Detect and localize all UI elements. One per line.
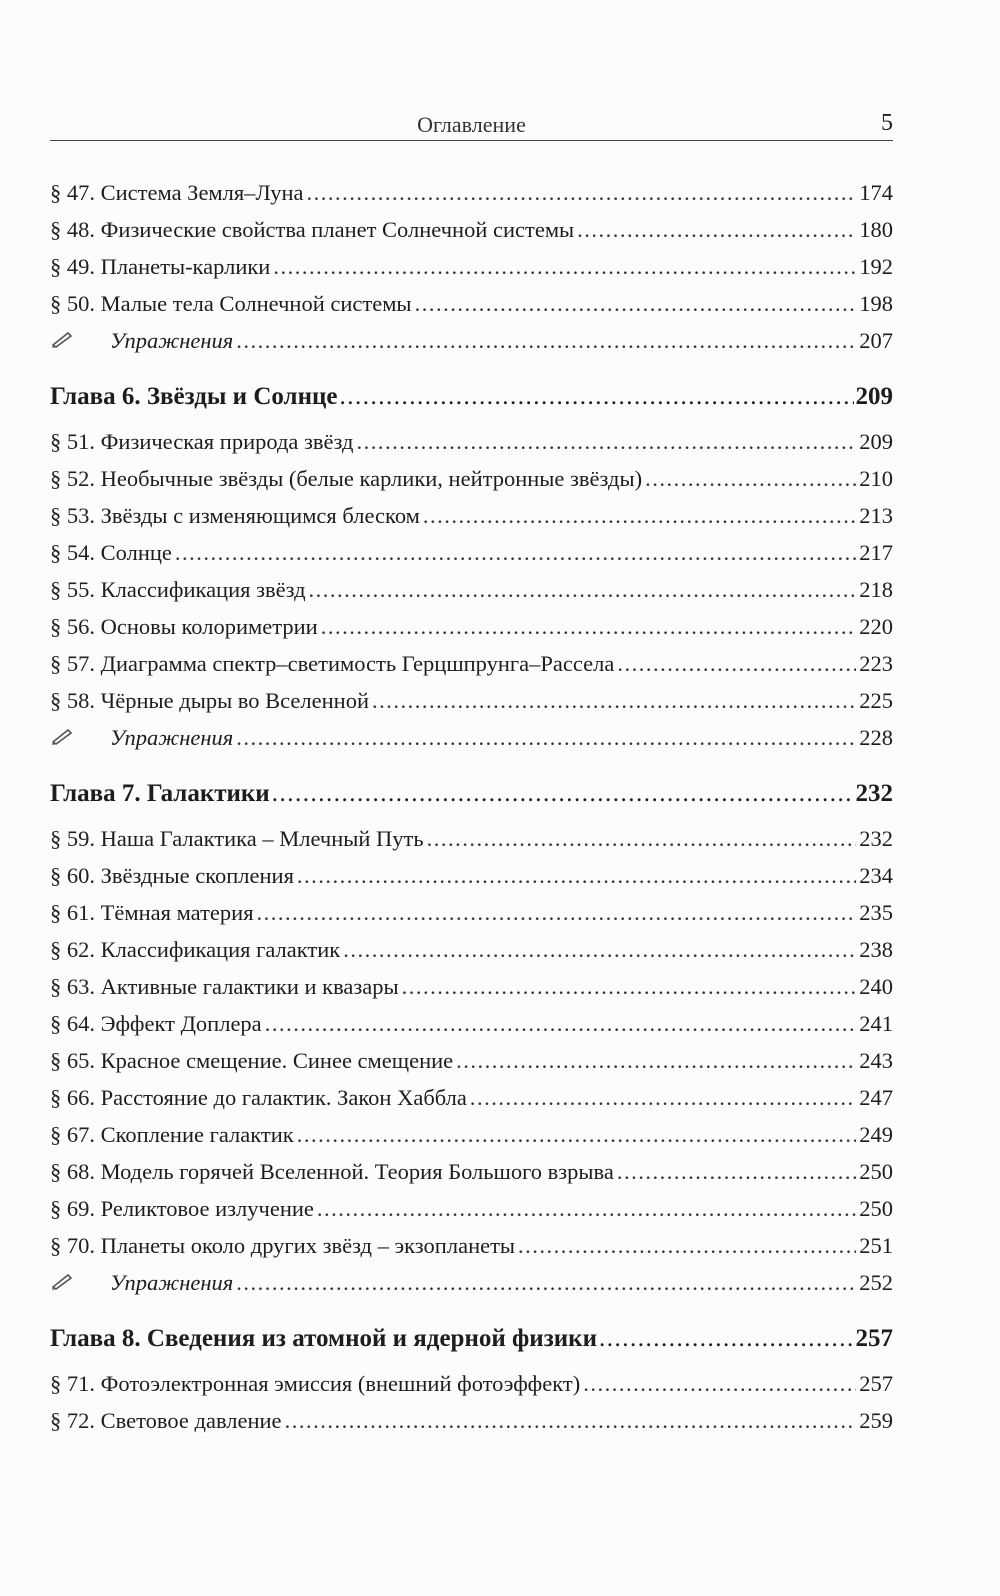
toc-entry — [50, 174, 893, 211]
section-number: § 58. — [50, 688, 95, 713]
section-number: § 55. — [50, 577, 95, 602]
section-title: Чёрные дыры во Вселенной — [100, 688, 369, 713]
chapter-title: Глава 8. Сведения из атомной и ядерной физики — [50, 1325, 597, 1352]
toc-entry — [50, 1190, 893, 1227]
section-title: Диаграмма спектр–светимость Герцшпрунга–Рассела — [100, 651, 615, 676]
toc-entry — [50, 423, 893, 460]
section-number: § 63. — [50, 974, 95, 999]
page-number: 251 — [859, 1233, 893, 1258]
section-title: Классификация звёзд — [100, 577, 306, 602]
section-title: Модель горячей Вселенной. Теория Большого взрыва — [100, 1159, 614, 1184]
chapter-page-number: 232 — [855, 780, 893, 807]
section-number: § 70. — [50, 1233, 95, 1258]
section-number: § 48. — [50, 217, 95, 242]
dot-leader — [236, 322, 856, 359]
section-number: § 57. — [50, 651, 95, 676]
chapter-heading — [50, 377, 893, 417]
dot-leader — [583, 1365, 856, 1402]
page-number: 232 — [859, 826, 893, 851]
exercises-entry — [50, 1264, 893, 1301]
toc-entry — [50, 1227, 893, 1264]
section-number: § 51. — [50, 429, 95, 454]
section-number: § 65. — [50, 1048, 95, 1073]
section-title: Фотоэлектронная эмиссия (внешний фотоэффект) — [100, 1371, 581, 1396]
section-number: § 72. — [50, 1408, 95, 1433]
exercises-entry — [50, 719, 893, 756]
toc-entry — [50, 1153, 893, 1190]
section-number: § 71. — [50, 1371, 95, 1396]
section-title: Планеты около других звёзд – экзопланеты — [100, 1233, 516, 1258]
dot-leader — [236, 719, 856, 756]
section-title: Эффект Доплера — [100, 1011, 262, 1036]
page-number: 250 — [859, 1159, 893, 1184]
running-header — [50, 110, 893, 141]
dot-leader — [617, 1153, 856, 1190]
page-number: 234 — [859, 863, 893, 888]
dot-leader — [297, 857, 856, 894]
page-number: 198 — [859, 291, 893, 316]
dot-leader — [645, 460, 856, 497]
section-number: § 49. — [50, 254, 95, 279]
toc-entry — [50, 571, 893, 608]
section-number: § 53. — [50, 503, 95, 528]
page-number: 180 — [859, 217, 893, 242]
toc-entry — [50, 1079, 893, 1116]
page-number: 235 — [859, 900, 893, 925]
pencil-icon — [50, 322, 110, 359]
toc-entry — [50, 534, 893, 571]
section-title: Звёзды с изменяющимся блеском — [100, 503, 420, 528]
dot-leader — [599, 1319, 854, 1359]
page-number: 247 — [859, 1085, 893, 1110]
toc-entry — [50, 211, 893, 248]
chapter-title: Глава 6. Звёзды и Солнце — [50, 383, 338, 410]
dot-leader — [273, 248, 856, 285]
dot-leader — [577, 211, 856, 248]
section-title: Расстояние до галактик. Закон Хаббла — [100, 1085, 467, 1110]
dot-leader — [423, 497, 856, 534]
page-number: 213 — [859, 503, 893, 528]
section-title: Световое давление — [100, 1408, 282, 1433]
dot-leader — [272, 774, 854, 814]
section-number: § 64. — [50, 1011, 95, 1036]
header-title: Оглавление — [417, 112, 526, 137]
pencil-icon — [50, 719, 110, 756]
section-number: § 66. — [50, 1085, 95, 1110]
section-number: § 60. — [50, 863, 95, 888]
section-title: Физические свойства планет Солнечной системы — [100, 217, 575, 242]
section-number: § 59. — [50, 826, 95, 851]
dot-leader — [372, 682, 856, 719]
toc-entry — [50, 820, 893, 857]
section-title: Система Земля–Луна — [100, 180, 304, 205]
toc-entry — [50, 645, 893, 682]
dot-leader — [518, 1227, 856, 1264]
toc-entry — [50, 857, 893, 894]
toc-entry — [50, 285, 893, 322]
dot-leader — [339, 377, 853, 417]
toc-entry — [50, 1005, 893, 1042]
section-title: Классификация галактик — [100, 937, 341, 962]
section-number: § 52. — [50, 466, 95, 491]
toc-entry — [50, 1402, 893, 1439]
page-number: 241 — [859, 1011, 893, 1036]
page-number: 223 — [859, 651, 893, 676]
dot-leader — [470, 1079, 856, 1116]
dot-leader — [309, 571, 857, 608]
section-title: Солнце — [100, 540, 172, 565]
dot-leader — [297, 1116, 857, 1153]
dot-leader — [265, 1005, 857, 1042]
dot-leader — [617, 645, 856, 682]
page-number: 257 — [859, 1371, 893, 1396]
page-number: 250 — [859, 1196, 893, 1221]
toc-entry — [50, 931, 893, 968]
section-number: § 67. — [50, 1122, 95, 1147]
section-title: Основы колориметрии — [100, 614, 318, 639]
chapter-heading — [50, 774, 893, 814]
section-title: Красное смещение. Синее смещение — [100, 1048, 454, 1073]
page-number: 225 — [859, 688, 893, 713]
page-number: 209 — [859, 429, 893, 454]
toc-entry — [50, 894, 893, 931]
dot-leader — [356, 423, 856, 460]
dot-leader — [321, 608, 857, 645]
section-number: § 56. — [50, 614, 95, 639]
toc-entry — [50, 1116, 893, 1153]
page-number: 249 — [859, 1122, 893, 1147]
chapter-page-number: 209 — [855, 383, 893, 410]
section-number: § 68. — [50, 1159, 95, 1184]
toc-entry — [50, 248, 893, 285]
dot-leader — [306, 174, 856, 211]
toc-entry — [50, 608, 893, 645]
page-number: 192 — [859, 254, 893, 279]
dot-leader — [175, 534, 856, 571]
section-title: Необычные звёзды (белые карлики, нейтронные звёзды) — [100, 466, 643, 491]
dot-leader — [285, 1402, 857, 1439]
toc-entry — [50, 1042, 893, 1079]
dot-leader — [236, 1264, 856, 1301]
page-number: 217 — [859, 540, 893, 565]
section-number: § 69. — [50, 1196, 95, 1221]
dot-leader — [456, 1042, 856, 1079]
page-number: 174 — [859, 180, 893, 205]
page-number: 228 — [859, 725, 893, 750]
exercises-label: Упражнения — [110, 725, 234, 750]
toc-entry — [50, 497, 893, 534]
page-number: 220 — [859, 614, 893, 639]
exercises-entry — [50, 322, 893, 359]
section-number: § 54. — [50, 540, 95, 565]
section-title: Физическая природа звёзд — [100, 429, 354, 454]
section-number: § 61. — [50, 900, 95, 925]
dot-leader — [427, 820, 857, 857]
toc-entry — [50, 968, 893, 1005]
dot-leader — [317, 1190, 856, 1227]
section-title: Тёмная материя — [100, 900, 254, 925]
table-of-contents — [50, 174, 893, 1439]
section-title: Планеты-карлики — [100, 254, 271, 279]
section-title: Активные галактики и квазары — [100, 974, 399, 999]
page-number: 210 — [859, 466, 893, 491]
page-number: 207 — [859, 328, 893, 353]
section-title: Реликтовое излучение — [100, 1196, 314, 1221]
page-number: 252 — [859, 1270, 893, 1295]
header-page-number: 5 — [881, 110, 893, 136]
page-number: 240 — [859, 974, 893, 999]
page-number: 243 — [859, 1048, 893, 1073]
dot-leader — [343, 931, 856, 968]
toc-entry — [50, 682, 893, 719]
section-title: Малые тела Солнечной системы — [100, 291, 412, 316]
page-number: 218 — [859, 577, 893, 602]
page-number: 259 — [859, 1408, 893, 1433]
chapter-page-number: 257 — [855, 1325, 893, 1352]
dot-leader — [257, 894, 857, 931]
section-title: Звёздные скопления — [100, 863, 294, 888]
toc-entry — [50, 460, 893, 497]
pencil-icon — [50, 1264, 110, 1301]
chapter-title: Глава 7. Галактики — [50, 780, 270, 807]
dot-leader — [402, 968, 857, 1005]
dot-leader — [415, 285, 857, 322]
section-number: § 50. — [50, 291, 95, 316]
toc-entry — [50, 1365, 893, 1402]
section-title: Наша Галактика – Млечный Путь — [100, 826, 424, 851]
section-title: Скопление галактик — [100, 1122, 294, 1147]
exercises-label: Упражнения — [110, 328, 234, 353]
page-number: 238 — [859, 937, 893, 962]
chapter-heading — [50, 1319, 893, 1359]
exercises-label: Упражнения — [110, 1270, 234, 1295]
section-number: § 62. — [50, 937, 95, 962]
section-number: § 47. — [50, 180, 95, 205]
